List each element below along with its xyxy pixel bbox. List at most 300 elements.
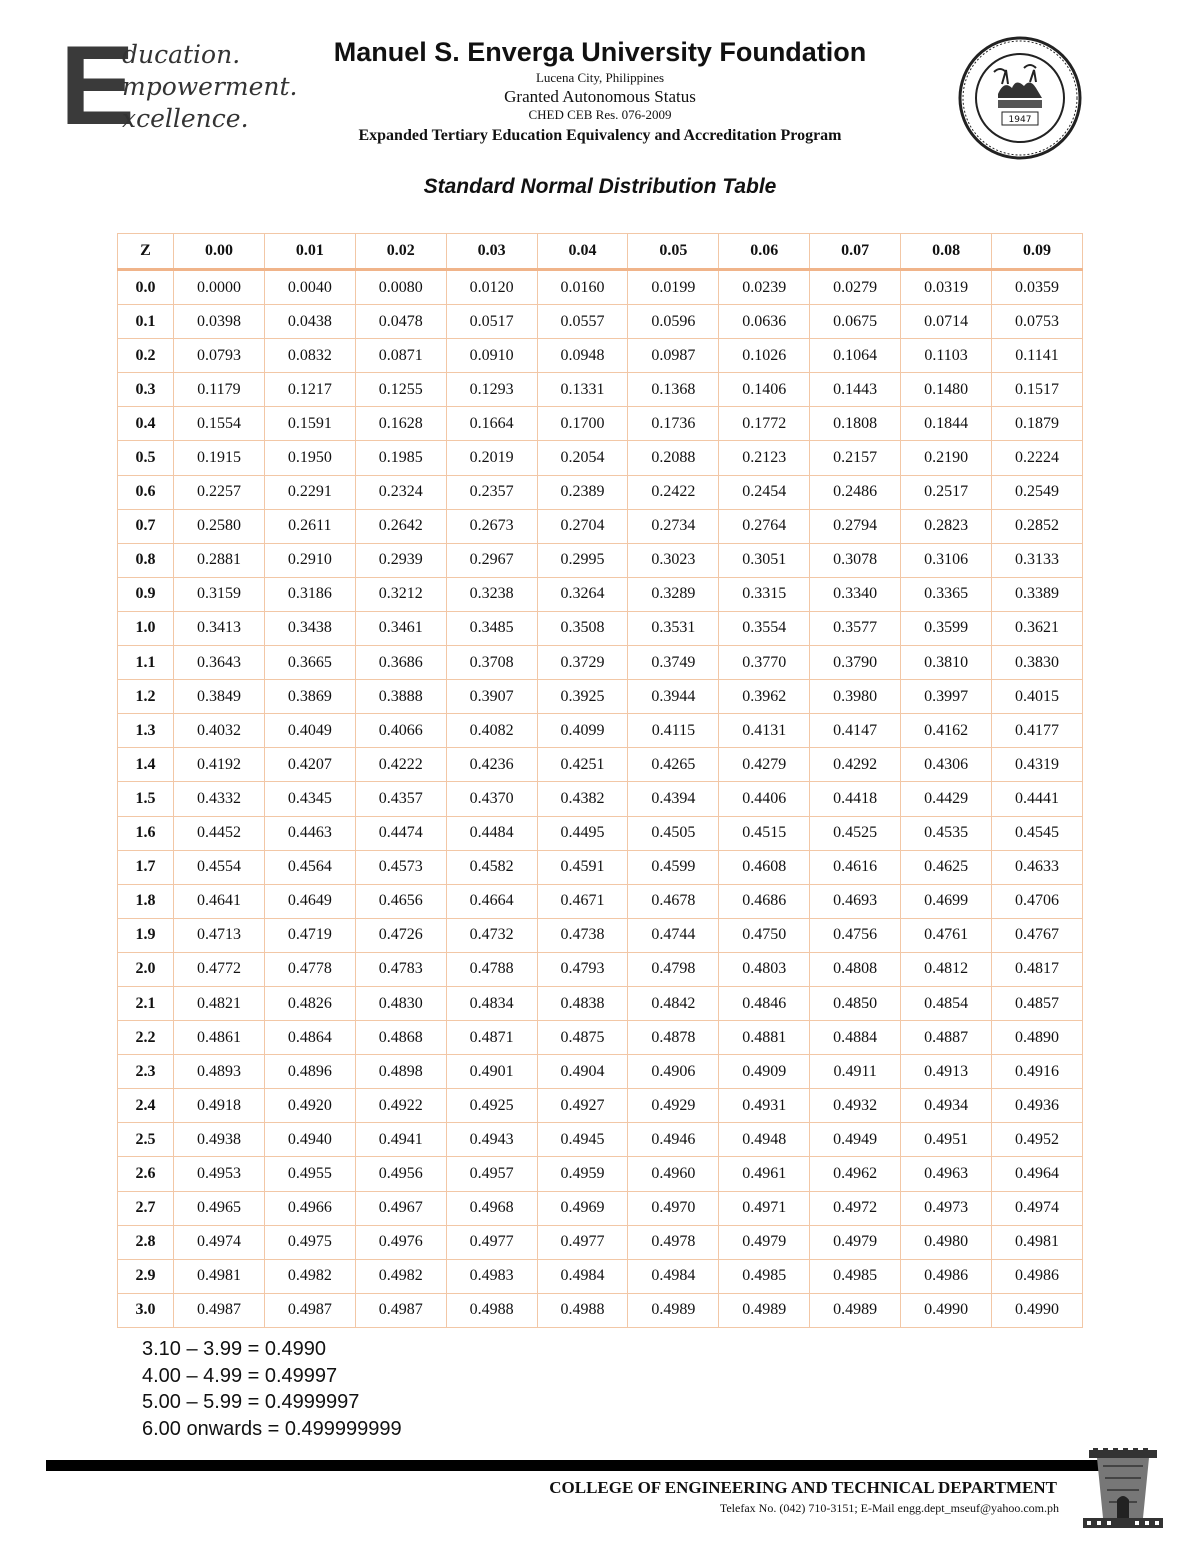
probability-cell: 0.1628 <box>355 407 446 441</box>
probability-cell: 0.4887 <box>901 1021 992 1055</box>
program-name: Expanded Tertiary Education Equivalency and Accreditation Program <box>358 127 842 144</box>
probability-cell: 0.4761 <box>901 918 992 952</box>
column-header: 0.01 <box>264 234 355 270</box>
note-line: 3.10 – 3.99 = 0.4990 <box>142 1338 327 1360</box>
z-value-cell: 2.9 <box>118 1259 174 1293</box>
probability-cell: 0.4945 <box>537 1123 628 1157</box>
probability-cell: 0.4750 <box>719 918 810 952</box>
probability-cell: 0.3849 <box>174 680 265 714</box>
probability-cell: 0.4803 <box>719 952 810 986</box>
probability-cell: 0.4983 <box>446 1259 537 1293</box>
probability-cell: 0.4861 <box>174 1021 265 1055</box>
table-row <box>118 1123 1083 1157</box>
table-row <box>118 986 1083 1020</box>
probability-cell: 0.0040 <box>264 270 355 305</box>
probability-cell: 0.4279 <box>719 748 810 782</box>
probability-cell: 0.4582 <box>446 850 537 884</box>
table-row <box>118 1021 1083 1055</box>
z-value-cell: 0.5 <box>118 441 174 475</box>
probability-cell: 0.4842 <box>628 986 719 1020</box>
probability-cell: 0.4616 <box>810 850 901 884</box>
probability-cell: 0.4857 <box>992 986 1083 1020</box>
probability-cell: 0.2517 <box>901 475 992 509</box>
probability-cell: 0.3790 <box>810 646 901 680</box>
probability-cell: 0.4495 <box>537 816 628 850</box>
probability-cell: 0.3888 <box>355 680 446 714</box>
probability-cell: 0.3980 <box>810 680 901 714</box>
z-value-cell: 2.8 <box>118 1225 174 1259</box>
probability-cell: 0.4599 <box>628 850 719 884</box>
page-title: Standard Normal Distribution Table <box>423 175 777 198</box>
probability-cell: 0.4554 <box>174 850 265 884</box>
z-value-cell: 0.3 <box>118 373 174 407</box>
probability-cell: 0.1141 <box>992 339 1083 373</box>
probability-cell: 0.4932 <box>810 1089 901 1123</box>
probability-cell: 0.0438 <box>264 305 355 339</box>
footer-divider <box>46 1460 1121 1471</box>
probability-cell: 0.4783 <box>355 952 446 986</box>
probability-cell: 0.4909 <box>719 1055 810 1089</box>
probability-cell: 0.4943 <box>446 1123 537 1157</box>
probability-cell: 0.4978 <box>628 1225 719 1259</box>
z-value-cell: 1.7 <box>118 850 174 884</box>
probability-cell: 0.4875 <box>537 1021 628 1055</box>
table-row <box>118 646 1083 680</box>
probability-cell: 0.4850 <box>810 986 901 1020</box>
z-value-cell: 0.2 <box>118 339 174 373</box>
probability-cell: 0.4989 <box>810 1293 901 1327</box>
probability-cell: 0.3869 <box>264 680 355 714</box>
probability-cell: 0.1443 <box>810 373 901 407</box>
probability-cell: 0.1406 <box>719 373 810 407</box>
probability-cell: 0.4292 <box>810 748 901 782</box>
table-row <box>118 577 1083 611</box>
probability-cell: 0.4732 <box>446 918 537 952</box>
probability-cell: 0.1736 <box>628 407 719 441</box>
probability-cell: 0.3729 <box>537 646 628 680</box>
probability-cell: 0.1368 <box>628 373 719 407</box>
probability-cell: 0.4904 <box>537 1055 628 1089</box>
z-value-cell: 2.2 <box>118 1021 174 1055</box>
probability-cell: 0.4474 <box>355 816 446 850</box>
column-header: 0.05 <box>628 234 719 270</box>
probability-cell: 0.4957 <box>446 1157 537 1191</box>
extended-values-notes <box>142 1336 402 1442</box>
probability-cell: 0.0279 <box>810 270 901 305</box>
probability-cell: 0.1985 <box>355 441 446 475</box>
probability-cell: 0.2257 <box>174 475 265 509</box>
probability-cell: 0.4929 <box>628 1089 719 1123</box>
probability-cell: 0.4953 <box>174 1157 265 1191</box>
probability-cell: 0.3238 <box>446 577 537 611</box>
logo-line-3: xcellence. <box>122 104 249 133</box>
table-row <box>118 611 1083 645</box>
seal-year: 1947 <box>1008 115 1032 125</box>
z-value-cell: 1.1 <box>118 646 174 680</box>
probability-cell: 0.4878 <box>628 1021 719 1055</box>
table-row <box>118 952 1083 986</box>
z-value-cell: 1.8 <box>118 884 174 918</box>
probability-cell: 0.4678 <box>628 884 719 918</box>
probability-cell: 0.0793 <box>174 339 265 373</box>
probability-cell: 0.2823 <box>901 509 992 543</box>
probability-cell: 0.4591 <box>537 850 628 884</box>
probability-cell: 0.1517 <box>992 373 1083 407</box>
probability-cell: 0.0080 <box>355 270 446 305</box>
probability-cell: 0.2291 <box>264 475 355 509</box>
probability-cell: 0.4981 <box>992 1225 1083 1259</box>
probability-cell: 0.4966 <box>264 1191 355 1225</box>
probability-cell: 0.4976 <box>355 1225 446 1259</box>
probability-cell: 0.4441 <box>992 782 1083 816</box>
probability-cell: 0.4452 <box>174 816 265 850</box>
probability-cell: 0.3159 <box>174 577 265 611</box>
probability-cell: 0.2157 <box>810 441 901 475</box>
probability-cell: 0.4890 <box>992 1021 1083 1055</box>
z-value-cell: 1.3 <box>118 714 174 748</box>
probability-cell: 0.0675 <box>810 305 901 339</box>
table-row <box>118 714 1083 748</box>
probability-cell: 0.3749 <box>628 646 719 680</box>
column-header-z: Z <box>118 234 174 270</box>
probability-cell: 0.4846 <box>719 986 810 1020</box>
probability-cell: 0.4222 <box>355 748 446 782</box>
probability-cell: 0.3599 <box>901 611 992 645</box>
probability-cell: 0.4772 <box>174 952 265 986</box>
probability-cell: 0.4959 <box>537 1157 628 1191</box>
table-row <box>118 1225 1083 1259</box>
university-name: Manuel S. Enverga University Foundation <box>333 37 867 67</box>
probability-cell: 0.4927 <box>537 1089 628 1123</box>
probability-cell: 0.4830 <box>355 986 446 1020</box>
probability-cell: 0.4893 <box>174 1055 265 1089</box>
probability-cell: 0.4826 <box>264 986 355 1020</box>
probability-cell: 0.4649 <box>264 884 355 918</box>
probability-cell: 0.0398 <box>174 305 265 339</box>
probability-cell: 0.4973 <box>901 1191 992 1225</box>
probability-cell: 0.3665 <box>264 646 355 680</box>
probability-cell: 0.4838 <box>537 986 628 1020</box>
probability-cell: 0.4990 <box>901 1293 992 1327</box>
probability-cell: 0.4881 <box>719 1021 810 1055</box>
probability-cell: 0.2794 <box>810 509 901 543</box>
probability-cell: 0.4738 <box>537 918 628 952</box>
probability-cell: 0.4952 <box>992 1123 1083 1157</box>
probability-cell: 0.3962 <box>719 680 810 714</box>
probability-cell: 0.4162 <box>901 714 992 748</box>
probability-cell: 0.1064 <box>810 339 901 373</box>
probability-cell: 0.3944 <box>628 680 719 714</box>
probability-cell: 0.4394 <box>628 782 719 816</box>
probability-cell: 0.3621 <box>992 611 1083 645</box>
table-row <box>118 441 1083 475</box>
probability-cell: 0.3438 <box>264 611 355 645</box>
probability-cell: 0.4898 <box>355 1055 446 1089</box>
z-table <box>117 233 1083 1328</box>
z-value-cell: 3.0 <box>118 1293 174 1327</box>
probability-cell: 0.4918 <box>174 1089 265 1123</box>
probability-cell: 0.4641 <box>174 884 265 918</box>
probability-cell: 0.4564 <box>264 850 355 884</box>
table-row <box>118 884 1083 918</box>
probability-cell: 0.4977 <box>446 1225 537 1259</box>
probability-cell: 0.4990 <box>992 1293 1083 1327</box>
probability-cell: 0.2019 <box>446 441 537 475</box>
probability-cell: 0.1179 <box>174 373 265 407</box>
probability-cell: 0.0948 <box>537 339 628 373</box>
probability-cell: 0.3315 <box>719 577 810 611</box>
note-line: 4.00 – 4.99 = 0.49997 <box>142 1364 338 1387</box>
probability-cell: 0.4970 <box>628 1191 719 1225</box>
probability-cell: 0.2324 <box>355 475 446 509</box>
probability-cell: 0.4370 <box>446 782 537 816</box>
probability-cell: 0.4964 <box>992 1157 1083 1191</box>
probability-cell: 0.3389 <box>992 577 1083 611</box>
probability-cell: 0.4989 <box>719 1293 810 1327</box>
table-row <box>118 509 1083 543</box>
column-header: 0.04 <box>537 234 628 270</box>
table-row <box>118 407 1083 441</box>
probability-cell: 0.4920 <box>264 1089 355 1123</box>
probability-cell: 0.4817 <box>992 952 1083 986</box>
probability-cell: 0.4778 <box>264 952 355 986</box>
probability-cell: 0.4319 <box>992 748 1083 782</box>
z-value-cell: 2.1 <box>118 986 174 1020</box>
table-row <box>118 373 1083 407</box>
probability-cell: 0.1879 <box>992 407 1083 441</box>
probability-cell: 0.4082 <box>446 714 537 748</box>
probability-cell: 0.4693 <box>810 884 901 918</box>
table-row <box>118 1293 1083 1327</box>
probability-cell: 0.3577 <box>810 611 901 645</box>
probability-cell: 0.4969 <box>537 1191 628 1225</box>
note-line: 6.00 onwards = 0.499999999 <box>142 1417 402 1440</box>
probability-cell: 0.1844 <box>901 407 992 441</box>
probability-cell: 0.4525 <box>810 816 901 850</box>
probability-cell: 0.3508 <box>537 611 628 645</box>
table-header-row <box>118 234 1083 270</box>
probability-cell: 0.3212 <box>355 577 446 611</box>
logo-line-1: ducation. <box>122 40 241 69</box>
probability-cell: 0.0160 <box>537 270 628 305</box>
probability-cell: 0.3830 <box>992 646 1083 680</box>
probability-cell: 0.4987 <box>355 1293 446 1327</box>
probability-cell: 0.4115 <box>628 714 719 748</box>
probability-cell: 0.4418 <box>810 782 901 816</box>
table-row <box>118 816 1083 850</box>
probability-cell: 0.3997 <box>901 680 992 714</box>
probability-cell: 0.4884 <box>810 1021 901 1055</box>
z-value-cell: 2.5 <box>118 1123 174 1157</box>
probability-cell: 0.4192 <box>174 748 265 782</box>
probability-cell: 0.2881 <box>174 543 265 577</box>
probability-cell: 0.2939 <box>355 543 446 577</box>
probability-cell: 0.0557 <box>537 305 628 339</box>
probability-cell: 0.0714 <box>901 305 992 339</box>
probability-cell: 0.4949 <box>810 1123 901 1157</box>
probability-cell: 0.4131 <box>719 714 810 748</box>
probability-cell: 0.3485 <box>446 611 537 645</box>
z-value-cell: 0.4 <box>118 407 174 441</box>
probability-cell: 0.4812 <box>901 952 992 986</box>
probability-cell: 0.4049 <box>264 714 355 748</box>
probability-cell: 0.3413 <box>174 611 265 645</box>
probability-cell: 0.4868 <box>355 1021 446 1055</box>
probability-cell: 0.4934 <box>901 1089 992 1123</box>
probability-cell: 0.4936 <box>992 1089 1083 1123</box>
probability-cell: 0.2454 <box>719 475 810 509</box>
probability-cell: 0.3078 <box>810 543 901 577</box>
probability-cell: 0.1217 <box>264 373 355 407</box>
probability-cell: 0.2967 <box>446 543 537 577</box>
column-header: 0.03 <box>446 234 537 270</box>
probability-cell: 0.4955 <box>264 1157 355 1191</box>
probability-cell: 0.3023 <box>628 543 719 577</box>
z-value-cell: 2.7 <box>118 1191 174 1225</box>
column-header: 0.02 <box>355 234 446 270</box>
probability-cell: 0.4962 <box>810 1157 901 1191</box>
autonomous-status: Granted Autonomous Status <box>504 87 696 106</box>
ched-resolution: CHED CEB Res. 076-2009 <box>528 107 672 122</box>
table-row <box>118 270 1083 305</box>
probability-cell: 0.4834 <box>446 986 537 1020</box>
probability-cell: 0.0359 <box>992 270 1083 305</box>
z-value-cell: 0.6 <box>118 475 174 509</box>
probability-cell: 0.1103 <box>901 339 992 373</box>
probability-cell: 0.3686 <box>355 646 446 680</box>
probability-cell: 0.3531 <box>628 611 719 645</box>
probability-cell: 0.4625 <box>901 850 992 884</box>
z-value-cell: 2.3 <box>118 1055 174 1089</box>
probability-cell: 0.4916 <box>992 1055 1083 1089</box>
table-row <box>118 475 1083 509</box>
probability-cell: 0.4977 <box>537 1225 628 1259</box>
probability-cell: 0.2486 <box>810 475 901 509</box>
probability-cell: 0.0199 <box>628 270 719 305</box>
probability-cell: 0.3186 <box>264 577 355 611</box>
probability-cell: 0.0636 <box>719 305 810 339</box>
probability-cell: 0.4633 <box>992 850 1083 884</box>
probability-cell: 0.3340 <box>810 577 901 611</box>
probability-cell: 0.4332 <box>174 782 265 816</box>
logo-letter: E <box>60 23 133 148</box>
z-value-cell: 1.9 <box>118 918 174 952</box>
probability-cell: 0.4956 <box>355 1157 446 1191</box>
probability-cell: 0.4664 <box>446 884 537 918</box>
z-value-cell: 0.1 <box>118 305 174 339</box>
z-value-cell: 2.6 <box>118 1157 174 1191</box>
probability-cell: 0.4971 <box>719 1191 810 1225</box>
probability-cell: 0.0910 <box>446 339 537 373</box>
probability-cell: 0.2549 <box>992 475 1083 509</box>
probability-cell: 0.0478 <box>355 305 446 339</box>
probability-cell: 0.4901 <box>446 1055 537 1089</box>
probability-cell: 0.4982 <box>355 1259 446 1293</box>
probability-cell: 0.4980 <box>901 1225 992 1259</box>
probability-cell: 0.4946 <box>628 1123 719 1157</box>
table-row <box>118 1089 1083 1123</box>
probability-cell: 0.1664 <box>446 407 537 441</box>
probability-cell: 0.4972 <box>810 1191 901 1225</box>
probability-cell: 0.4864 <box>264 1021 355 1055</box>
probability-cell: 0.2611 <box>264 509 355 543</box>
probability-cell: 0.2088 <box>628 441 719 475</box>
probability-cell: 0.4987 <box>174 1293 265 1327</box>
probability-cell: 0.0239 <box>719 270 810 305</box>
probability-cell: 0.1808 <box>810 407 901 441</box>
probability-cell: 0.4974 <box>174 1225 265 1259</box>
probability-cell: 0.4871 <box>446 1021 537 1055</box>
university-seal-icon <box>958 36 1082 160</box>
probability-cell: 0.4306 <box>901 748 992 782</box>
probability-cell: 0.4032 <box>174 714 265 748</box>
probability-cell: 0.2852 <box>992 509 1083 543</box>
table-row <box>118 1157 1083 1191</box>
probability-cell: 0.2389 <box>537 475 628 509</box>
probability-cell: 0.4808 <box>810 952 901 986</box>
probability-cell: 0.4788 <box>446 952 537 986</box>
logo-line-2: mpowerment. <box>122 72 298 101</box>
probability-cell: 0.2704 <box>537 509 628 543</box>
probability-cell: 0.2995 <box>537 543 628 577</box>
probability-cell: 0.4984 <box>537 1259 628 1293</box>
probability-cell: 0.4951 <box>901 1123 992 1157</box>
probability-cell: 0.3133 <box>992 543 1083 577</box>
probability-cell: 0.4896 <box>264 1055 355 1089</box>
probability-cell: 0.4967 <box>355 1191 446 1225</box>
tower-logo-icon <box>1083 1448 1163 1530</box>
probability-cell: 0.4979 <box>719 1225 810 1259</box>
probability-cell: 0.4906 <box>628 1055 719 1089</box>
probability-cell: 0.0596 <box>628 305 719 339</box>
probability-cell: 0.4345 <box>264 782 355 816</box>
table-row <box>118 782 1083 816</box>
education-logo <box>60 23 300 148</box>
probability-cell: 0.4941 <box>355 1123 446 1157</box>
column-header: 0.08 <box>901 234 992 270</box>
z-value-cell: 1.2 <box>118 680 174 714</box>
probability-cell: 0.4988 <box>446 1293 537 1327</box>
probability-cell: 0.3810 <box>901 646 992 680</box>
z-value-cell: 0.0 <box>118 270 174 305</box>
probability-cell: 0.3708 <box>446 646 537 680</box>
probability-cell: 0.4960 <box>628 1157 719 1191</box>
probability-cell: 0.2054 <box>537 441 628 475</box>
probability-cell: 0.4931 <box>719 1089 810 1123</box>
probability-cell: 0.0987 <box>628 339 719 373</box>
probability-cell: 0.0871 <box>355 339 446 373</box>
probability-cell: 0.1772 <box>719 407 810 441</box>
probability-cell: 0.4974 <box>992 1191 1083 1225</box>
probability-cell: 0.4854 <box>901 986 992 1020</box>
table-row <box>118 1055 1083 1089</box>
probability-cell: 0.4968 <box>446 1191 537 1225</box>
probability-cell: 0.4484 <box>446 816 537 850</box>
probability-cell: 0.2190 <box>901 441 992 475</box>
probability-cell: 0.4911 <box>810 1055 901 1089</box>
table-row <box>118 680 1083 714</box>
probability-cell: 0.4608 <box>719 850 810 884</box>
probability-cell: 0.4913 <box>901 1055 992 1089</box>
probability-cell: 0.4756 <box>810 918 901 952</box>
probability-cell: 0.3907 <box>446 680 537 714</box>
probability-cell: 0.4726 <box>355 918 446 952</box>
probability-cell: 0.1293 <box>446 373 537 407</box>
probability-cell: 0.0000 <box>174 270 265 305</box>
probability-cell: 0.0517 <box>446 305 537 339</box>
probability-cell: 0.4985 <box>719 1259 810 1293</box>
z-value-cell: 2.0 <box>118 952 174 986</box>
